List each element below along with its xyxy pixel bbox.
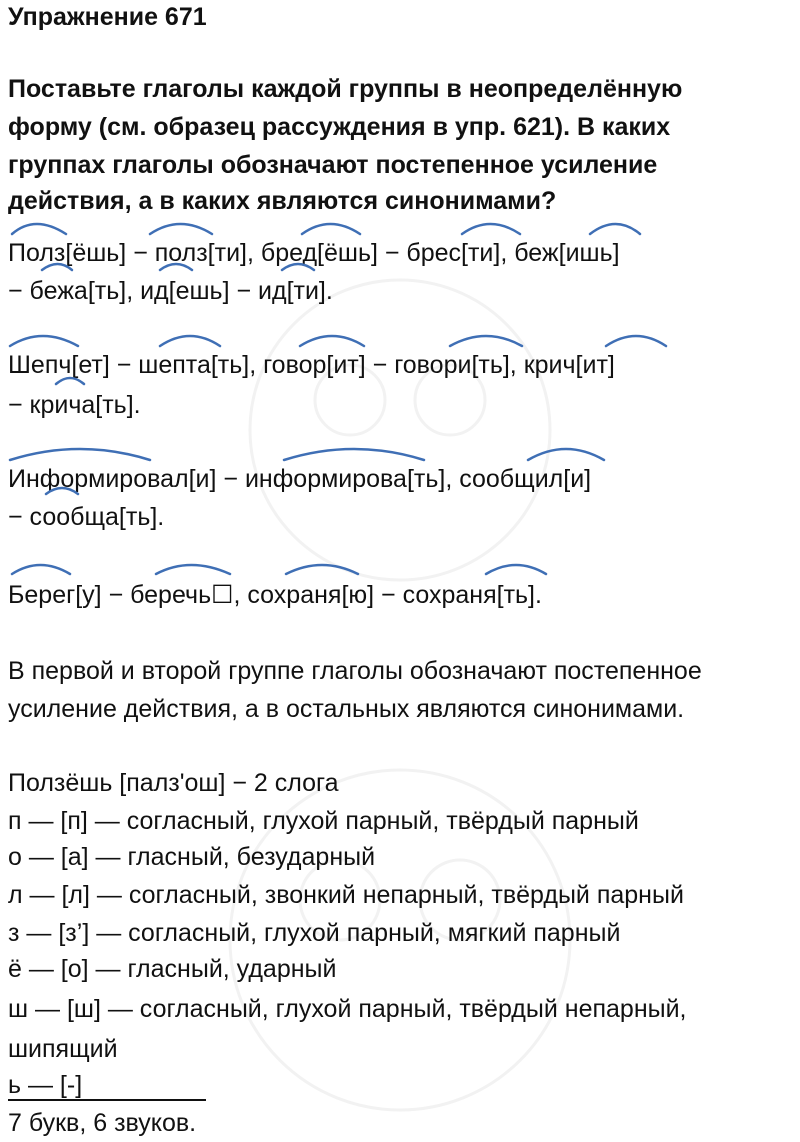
root-arc-krich — [606, 336, 666, 346]
conclusion-line-2: усиление действия, а в остальных являются синонимами. — [8, 695, 685, 723]
phonetic-row: з — [з’] — согласный, глухой парный, мягкий парный — [8, 919, 621, 947]
root-arc-sohran-1 — [286, 565, 358, 574]
group-3-line-2: − сообща[ть]. — [8, 503, 165, 531]
phonetic-summary: 7 букв, 6 звуков. — [8, 1109, 197, 1137]
root-arc-soobsh — [528, 449, 604, 460]
task-line-1: Поставьте глаголы каждой группы в неопределённую — [8, 75, 683, 103]
group-2-line-1: Шепч[ет] − шепта[ть], говор[ит] − говори[ть], крич[ит] — [8, 351, 615, 379]
root-arc-inform-2 — [284, 449, 424, 460]
root-arc-sohran-2 — [486, 565, 546, 574]
phonetic-row: п — [п] — согласный, глухой парный, твёрдый парный — [8, 807, 639, 835]
root-arc-bred — [302, 224, 360, 234]
phonetic-row: ё — [о] — гласный, ударный — [8, 955, 337, 983]
root-arc-polz-2 — [150, 224, 212, 234]
group-1-line-2: − бежа[ть], ид[ешь] − ид[ти]. — [8, 277, 333, 305]
root-arc-bereg-2 — [156, 565, 230, 574]
phonetic-row: л — [л] — согласный, звонкий непарный, твёрдый парный — [8, 881, 684, 909]
task-line-3: группах глаголы обозначают постепенное усиление — [8, 151, 658, 179]
phonetic-row: шипящий — [8, 1035, 118, 1063]
group-2-line-2: − крича[ть]. — [8, 391, 141, 419]
phonetic-header: Ползёшь [палз'ош] − 2 слога — [8, 769, 339, 797]
root-arc-bezh — [590, 224, 640, 234]
phonetic-row: ш — [ш] — согласный, глухой парный, твёрдый непарный, — [8, 995, 687, 1023]
root-arc-bres — [462, 224, 520, 234]
root-arc-polz-1 — [12, 224, 66, 234]
conclusion-line-1: В первой и второй группе глаголы обозначают постепенное — [8, 657, 702, 685]
task-line-4: действия, а в каких являются синонимами? — [8, 187, 557, 215]
group-1-line-1: Полз[ёшь] − полз[ти], бред[ёшь] − брес[ти], беж[ишь] — [8, 239, 620, 267]
exercise-title: Упражнение 671 — [8, 3, 207, 31]
task-line-2: форму (см. образец рассуждения в упр. 621). В каких — [8, 113, 671, 141]
root-arc-bereg-1 — [12, 565, 70, 574]
root-arc-govor-2 — [450, 336, 522, 346]
root-arc-inform — [10, 449, 150, 460]
group-3-line-1: Информировал[и] − информирова[ть], сообщил[и] — [8, 465, 592, 493]
phonetic-row: о — [а] — гласный, безударный — [8, 843, 376, 871]
root-arc-govor-1 — [300, 336, 364, 346]
phonetic-row-last — [8, 1070, 206, 1101]
root-arc-shepta — [160, 336, 220, 346]
root-arc-shepch — [10, 336, 78, 346]
phonetic-row-underlined: ь — [-] — [8, 1071, 206, 1101]
group-4-line-1: Берег[у] − беречь☐, сохраня[ю] − сохраня[ть]. — [8, 581, 542, 609]
